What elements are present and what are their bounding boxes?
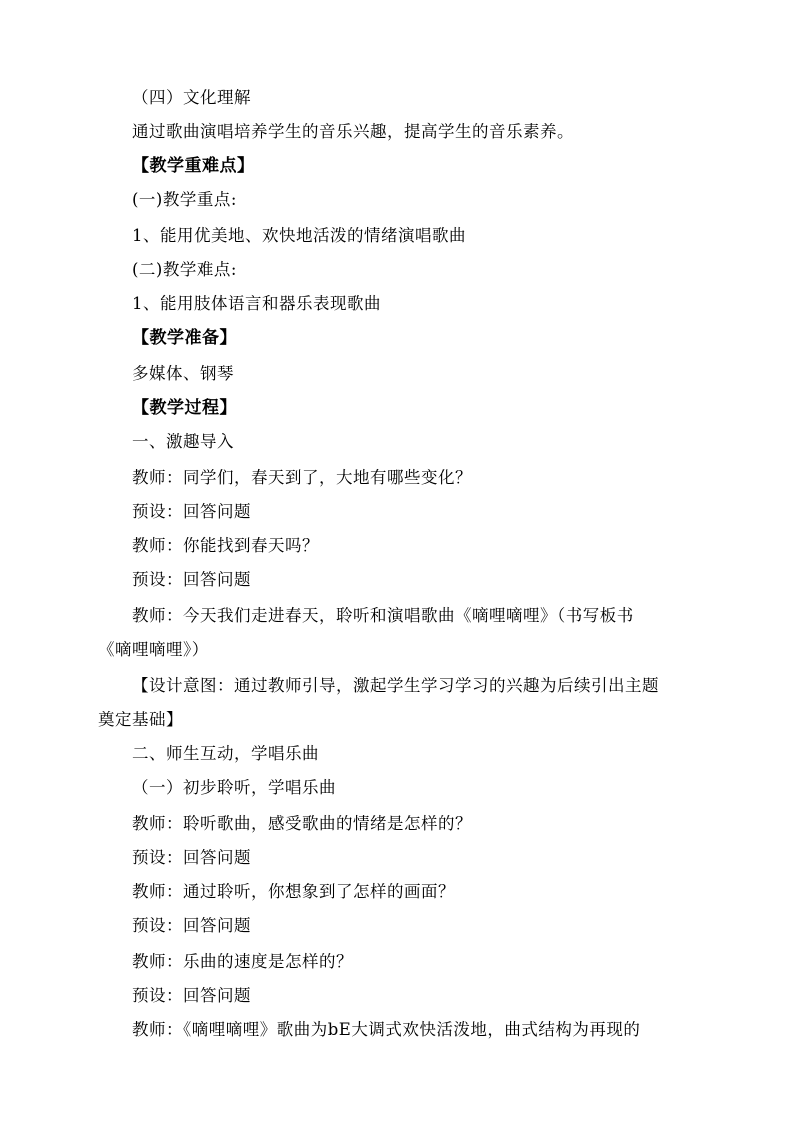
paragraph-text: 多媒体、钢琴 <box>132 364 234 383</box>
dialogue-line: 教师：《嘀哩嘀哩》歌曲为bE大调式欢快活泼地，曲式结构为再现的 <box>132 1020 641 1039</box>
subheading-interaction: 二、师生互动，学唱乐曲 <box>132 744 319 763</box>
heading-teaching-preparation: 【教学准备】 <box>132 328 237 348</box>
design-intent-note: 【设计意图：通过教师引导，激起学生学习学习的兴趣为后续引出主题 <box>132 676 659 695</box>
dialogue-line: 预设：回答问题 <box>132 986 251 1005</box>
section-heading-cultural-understanding: （四）文化理解 <box>132 88 251 107</box>
heading-teaching-key-points: 【教学重难点】 <box>132 156 255 176</box>
list-item: 1、能用肢体语言和器乐表现歌曲 <box>132 294 381 313</box>
paragraph-text: 通过歌曲演唱培养学生的音乐兴趣，提高学生的音乐素养。 <box>132 122 574 141</box>
subheading-difficult-points: (二)教学难点: <box>132 260 237 279</box>
list-item: 1、能用优美地、欢快地活泼的情绪演唱歌曲 <box>132 226 466 245</box>
design-intent-note-continued: 奠定基础】 <box>98 710 183 729</box>
dialogue-line: 教师：今天我们走进春天，聆听和演唱歌曲《嘀哩嘀哩》（书写板书 <box>132 606 634 625</box>
dialogue-line: 预设：回答问题 <box>132 848 251 867</box>
dialogue-line: 教师：聆听歌曲，感受歌曲的情绪是怎样的？ <box>132 814 472 833</box>
dialogue-line-continued: 《嘀哩嘀哩》） <box>98 640 209 659</box>
subheading-introduction: 一、激趣导入 <box>132 432 234 451</box>
dialogue-line: 教师：你能找到春天吗？ <box>132 536 319 555</box>
subheading-key-points: (一)教学重点: <box>132 190 237 209</box>
heading-teaching-process: 【教学过程】 <box>132 398 237 418</box>
dialogue-line: 预设：回答问题 <box>132 502 251 521</box>
dialogue-line: 预设：回答问题 <box>132 916 251 935</box>
dialogue-line: 预设：回答问题 <box>132 570 251 589</box>
dialogue-line: 教师：同学们，春天到了，大地有哪些变化？ <box>132 468 472 487</box>
dialogue-line: 教师：乐曲的速度是怎样的？ <box>132 952 353 971</box>
dialogue-line: 教师：通过聆听，你想象到了怎样的画面？ <box>132 882 455 901</box>
subheading-listening: （一）初步聆听，学唱乐曲 <box>132 778 336 797</box>
